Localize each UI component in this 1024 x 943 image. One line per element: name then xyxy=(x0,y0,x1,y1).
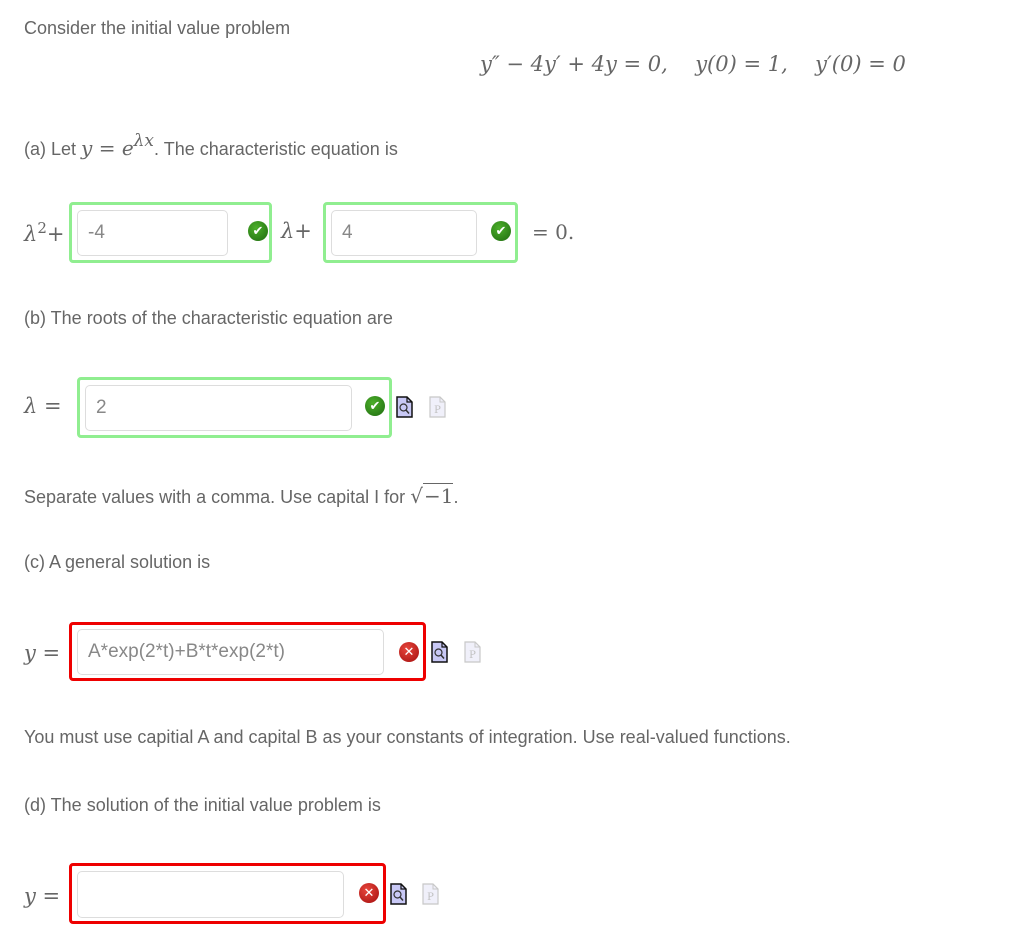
y-equals-label: y = xyxy=(24,641,61,665)
part-c-prompt: (c) A general solution is xyxy=(24,552,211,572)
initial-condition-1: y(0) = 1, xyxy=(695,52,788,76)
ode: y″ − 4y′ + 4y = 0, xyxy=(480,52,668,76)
incorrect-x-icon: ✕ xyxy=(359,883,379,903)
incorrect-x-icon: ✕ xyxy=(399,642,419,662)
roots-input[interactable]: 2 xyxy=(85,385,352,431)
equals-zero: = 0. xyxy=(532,220,575,244)
svg-text:P: P xyxy=(434,405,441,416)
preview-document-icon[interactable] xyxy=(390,883,407,905)
preview-document-icon[interactable] xyxy=(396,396,413,418)
part-d-prompt: (d) The solution of the initial value problem is xyxy=(24,795,381,815)
ivp-equation xyxy=(480,52,906,76)
correct-check-icon: ✔ xyxy=(365,396,385,416)
correct-check-icon: ✔ xyxy=(491,221,511,241)
svg-text:P: P xyxy=(427,892,434,903)
part-b-hint: Separate values with a comma. Use capital I for √−1. xyxy=(24,484,459,508)
correct-check-icon: ✔ xyxy=(248,221,268,241)
preview-document-icon[interactable] xyxy=(431,641,448,663)
svg-text:P: P xyxy=(469,650,476,661)
answer-box-c xyxy=(69,622,426,681)
sqrt-minus-one: √−1 xyxy=(410,484,454,508)
print-document-icon[interactable] xyxy=(422,883,439,905)
lambda-plus: λ+ xyxy=(281,219,312,243)
constant-term-input[interactable]: 4 xyxy=(331,210,477,256)
part-a-prompt: (a) Let $y = e^{\lambda x}$. The characteristic equation is xyxy=(24,131,398,160)
lambda-equals-label: λ = xyxy=(24,394,62,418)
general-solution-input[interactable]: A*exp(2*t)+B*t*exp(2*t) xyxy=(77,629,384,675)
answer-box-b xyxy=(77,377,392,438)
answer-box-d xyxy=(69,863,386,924)
answer-box-a1 xyxy=(69,202,272,263)
part-c-hint: You must use capitial A and capital B as your constants of integration. Use real-valued functions. xyxy=(24,727,791,747)
initial-condition-2: y′(0) = 0 xyxy=(815,52,906,76)
print-document-icon[interactable] xyxy=(464,641,481,663)
intro-text: Consider the initial value problem xyxy=(24,18,291,38)
coefficient-lambda-input[interactable]: -4 xyxy=(77,210,228,256)
ivp-solution-input[interactable] xyxy=(77,871,344,918)
print-document-icon[interactable] xyxy=(429,396,446,418)
answer-box-a2 xyxy=(323,202,518,263)
lambda-squared: $\lambda^2+$ xyxy=(24,219,65,246)
part-b-prompt: (b) The roots of the characteristic equation are xyxy=(24,308,393,328)
y-equals-label: y = xyxy=(24,884,61,908)
